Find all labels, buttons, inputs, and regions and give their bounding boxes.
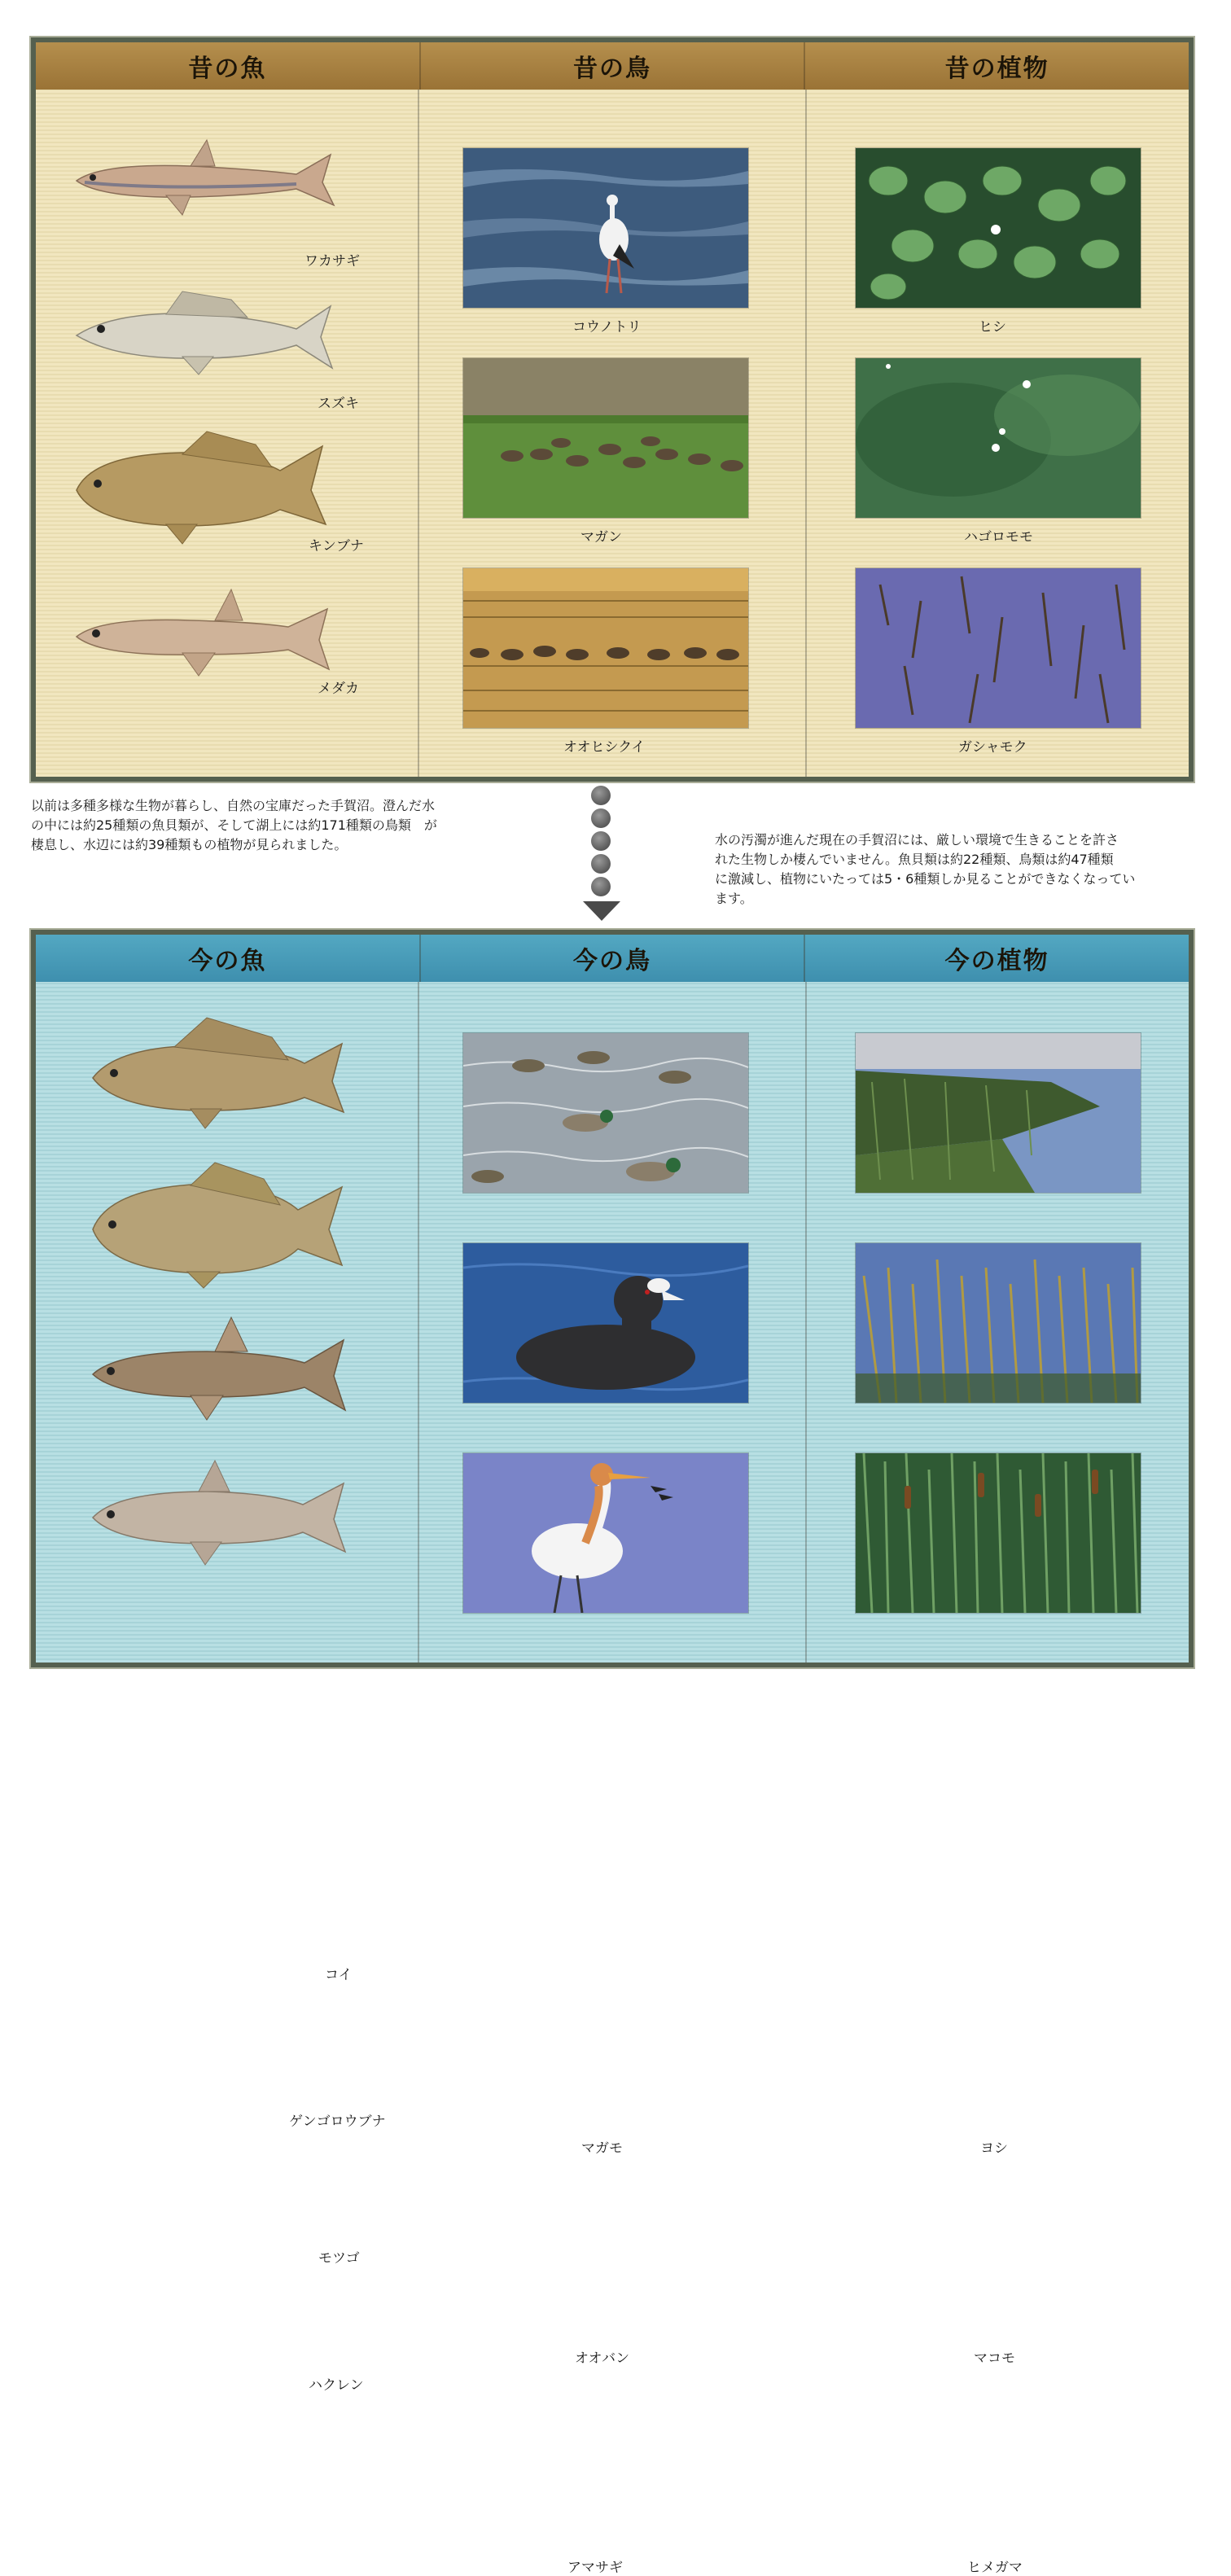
arrow-dot xyxy=(591,808,611,828)
photo-hagoromomo xyxy=(855,357,1141,519)
intro-paragraph xyxy=(31,796,528,855)
fish-label-suzuki: スズキ xyxy=(318,396,359,412)
now-line: 水の汚濁が進んだ現在の手賀沼には、厳しい環境で生きることを許さ xyxy=(715,832,1119,848)
column-divider xyxy=(805,982,807,1663)
intro-line: 以前は多種多様な生物が暮らし、自然の宝庫だった手賀沼。澄んだ水 xyxy=(31,798,436,813)
photo-kounotori xyxy=(462,147,749,309)
fish-illustration-wakasagi xyxy=(68,124,345,230)
fish-label-kinbuna: キンブナ xyxy=(309,538,364,554)
now-birds-header: 今の鳥 xyxy=(421,935,806,982)
bird-label-kounotori: コウノトリ xyxy=(572,319,642,335)
fish-label-hakuren: ハクレン xyxy=(309,2377,364,2394)
photo-hishi xyxy=(855,147,1141,309)
arrow-dot xyxy=(591,831,611,851)
now-plants-header: 今の植物 xyxy=(944,947,1049,975)
photo-ooban xyxy=(462,1242,749,1404)
now-line: ます。 xyxy=(715,891,753,906)
now-paragraph xyxy=(715,830,1203,909)
now-line: に激減し、植物にいたっては5・6種類しか見ることができなくなってい xyxy=(715,871,1136,887)
transition-arrow xyxy=(591,786,612,921)
past-plants-header: 昔の植物 xyxy=(944,55,1049,83)
arrow-down-icon xyxy=(583,901,620,921)
now-panel xyxy=(31,930,1194,2576)
intro-line: の中には約25種類の魚貝類が、そして湖上には約171種類の鳥類 が xyxy=(31,817,437,833)
bird-label-ooban: オオバン xyxy=(575,2350,630,2367)
photo-gashamoku xyxy=(855,567,1141,729)
fish-illustration-medaka xyxy=(68,580,345,686)
now-fish-header: 今の魚 xyxy=(36,935,421,982)
column-divider xyxy=(805,90,807,777)
past-birds-header: 昔の鳥 xyxy=(421,42,806,90)
bird-label-amasagi: アマサギ xyxy=(567,2560,623,2576)
fish-illustration-kinbuna xyxy=(68,425,345,547)
plant-label-makomo: マコモ xyxy=(974,2350,1015,2367)
fish-label-motsugo: モツゴ xyxy=(318,2250,360,2267)
fish-illustration-suzuki xyxy=(68,287,345,384)
fish-illustration-motsugo xyxy=(85,1306,361,1428)
fish-label-koi: コイ xyxy=(325,1967,353,1983)
fish-label-wakasagi: ワカサギ xyxy=(304,253,360,269)
arrow-dot xyxy=(591,877,611,896)
plant-label-hishi: ヒシ xyxy=(979,319,1006,335)
photo-yoshi xyxy=(855,1032,1141,1194)
bird-label-magan: マガン xyxy=(580,529,622,545)
fish-illustration-koi xyxy=(85,1013,361,1135)
plant-label-yoshi: ヨシ xyxy=(980,2140,1008,2157)
now-header-row xyxy=(36,935,1189,982)
arrow-dot xyxy=(591,786,611,805)
now-line: れた生物しか棲んでいません。魚貝類は約22種類、鳥類は約47種類 xyxy=(715,852,1114,867)
photo-magan xyxy=(462,357,749,519)
plant-label-hagoromomo: ハゴロモモ xyxy=(964,529,1033,545)
photo-makomo xyxy=(855,1242,1141,1404)
fish-illustration-gengorobuna xyxy=(85,1159,361,1290)
column-divider xyxy=(418,982,419,1663)
arrow-dot xyxy=(591,854,611,874)
column-divider xyxy=(418,90,419,777)
photo-himegama xyxy=(855,1452,1141,1614)
past-panel xyxy=(31,37,1194,782)
bird-label-magamo: マガモ xyxy=(581,2140,623,2157)
fish-label-medaka: メダカ xyxy=(318,681,359,697)
past-header-row xyxy=(36,42,1189,90)
photo-magamo xyxy=(462,1032,749,1194)
plant-label-gashamoku: ガシャモク xyxy=(958,739,1027,756)
photo-oohishikui xyxy=(462,567,749,729)
photo-amasagi xyxy=(462,1452,749,1614)
plant-label-himegama: ヒメガマ xyxy=(967,2560,1023,2576)
past-fish-header: 昔の魚 xyxy=(36,42,421,90)
fish-label-gengorobuna: ゲンゴロウブナ xyxy=(289,2114,386,2130)
fish-illustration-hakuren xyxy=(85,1456,361,1570)
intro-line: 棲息し、水辺には約39種類もの植物が見られました。 xyxy=(31,837,348,852)
bird-label-oohishikui: オオヒシクイ xyxy=(563,739,646,756)
